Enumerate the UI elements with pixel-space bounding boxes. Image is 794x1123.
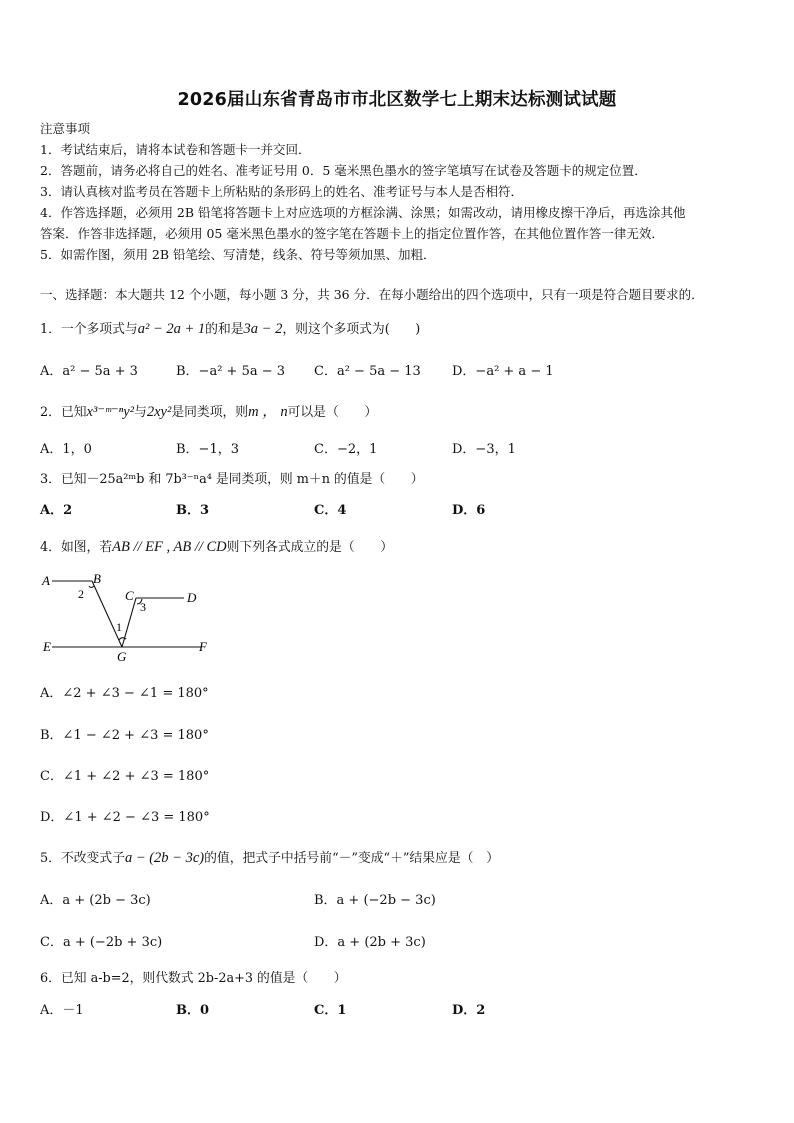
q1-expr2: 3a − 2 bbox=[243, 321, 283, 337]
question-1 bbox=[40, 318, 420, 338]
line-bg bbox=[92, 581, 122, 647]
q4-option-a: A．∠2 + ∠3 − ∠1 = 180° bbox=[40, 686, 209, 701]
q1-pre: 1．一个多项式与 bbox=[40, 322, 138, 337]
notice-item: 3．请认真核对监考员在答题卡上所粘贴的条形码上的姓名、准考证号与本人是否相符． bbox=[40, 184, 523, 199]
q5-pre: 5．不改变式子 bbox=[40, 851, 125, 866]
q2-mid: 与 bbox=[134, 405, 147, 420]
q2-option-b: B．−1，3 bbox=[176, 442, 239, 457]
q2-option-a: A．1，0 bbox=[40, 442, 92, 457]
label-d: D bbox=[187, 590, 197, 605]
q1-post: ，则这个多项式为( ) bbox=[282, 322, 421, 337]
question-3: 3．已知－25a²ᵐb 和 7b³⁻ⁿa⁴ 是同类项，则 m＋n 的值是（ ） bbox=[40, 472, 424, 487]
q3-option-c: C．4 bbox=[314, 503, 347, 518]
notice-heading: 注意事项 bbox=[40, 121, 91, 136]
q1-option-a: A．a² − 5a + 3 bbox=[40, 364, 138, 379]
angle-1-arc bbox=[119, 638, 126, 640]
q6-option-c: C．1 bbox=[314, 1003, 347, 1018]
q1-option-b: B．−a² + 5a − 3 bbox=[176, 364, 286, 379]
line-cg bbox=[122, 598, 136, 647]
label-a: A bbox=[42, 573, 50, 588]
q5-expr: a − (2b − 3c) bbox=[124, 850, 205, 866]
q2-expr2: 2xy² bbox=[146, 404, 172, 420]
q1-option-d: D．−a² + a − 1 bbox=[452, 364, 554, 379]
angle-1-label: 1 bbox=[116, 620, 122, 634]
q5-post: 的值，把式子中括号前“－”变成“＋”结果应是（ ） bbox=[204, 851, 500, 866]
q4-option-c: C．∠1 + ∠2 + ∠3 = 180° bbox=[40, 769, 210, 784]
q3-option-d: D．6 bbox=[452, 503, 486, 518]
notice-item: 5．如需作图，须用 2B 铅笔绘、写清楚，线条、符号等须加黑、加粗． bbox=[40, 247, 436, 262]
page-title: 2026届山东省青岛市市北区数学七上期末达标测试试题 bbox=[177, 90, 617, 110]
q1-expr1: a² − 2a + 1 bbox=[137, 321, 206, 337]
angle-3-label: 3 bbox=[140, 600, 146, 614]
q5-option-c: C．a + (−2b + 3c) bbox=[40, 935, 163, 950]
q2-vars: m ， n bbox=[248, 404, 288, 420]
parallel-lines-figure bbox=[36, 568, 226, 668]
q6-option-d: D．2 bbox=[452, 1003, 486, 1018]
q4-expr: AB // EF , AB // CD bbox=[112, 539, 227, 555]
q4-option-d: D．∠1 + ∠2 − ∠3 = 180° bbox=[40, 810, 210, 825]
q6-option-b: B．0 bbox=[176, 1003, 210, 1018]
question-6: 6．已知 a-b=2，则代数式 2b-2a+3 的值是（ ） bbox=[40, 971, 347, 986]
question-4 bbox=[40, 536, 393, 556]
q6-option-a: A．－1 bbox=[40, 1003, 84, 1018]
q5-option-d: D．a + (2b + 3c) bbox=[314, 935, 426, 950]
q3-option-b: B．3 bbox=[176, 503, 210, 518]
q5-option-b: B．a + (−2b − 3c) bbox=[314, 893, 436, 908]
q5-option-a: A．a + (2b − 3c) bbox=[40, 893, 151, 908]
notice-item: 1．考试结束后，请将本试卷和答题卡一并交回． bbox=[40, 142, 311, 157]
question-2 bbox=[40, 400, 377, 421]
label-b: B bbox=[93, 571, 101, 586]
q3-option-a: A．2 bbox=[40, 503, 73, 518]
question-5 bbox=[40, 847, 499, 867]
notice-item: 2．答题前，请务必将自己的姓名、准考证号用 0．5 毫米黑色墨水的签字笔填写在试卷及答题卡的规定位置． bbox=[40, 163, 647, 178]
angle-2-arc bbox=[89, 586, 94, 588]
q1-option-c: C．a² − 5a − 13 bbox=[314, 364, 421, 379]
q2-option-c: C．−2，1 bbox=[314, 442, 378, 457]
q1-mid: 的和是 bbox=[205, 322, 244, 337]
angle-2-label: 2 bbox=[78, 587, 84, 601]
q2-tail: 可以是（ ） bbox=[287, 405, 378, 420]
label-c: C bbox=[125, 588, 134, 603]
q4-pre: 4．如图，若 bbox=[40, 540, 113, 555]
notice-item: 答案．作答非选择题，必须用 05 毫米黑色墨水的签字笔在答题卡上的指定位置作答，在其他位置作答一律无效． bbox=[40, 226, 664, 241]
q2-post: 是同类项，则 bbox=[171, 405, 249, 420]
label-e: E bbox=[43, 639, 51, 654]
label-g: G bbox=[117, 649, 127, 664]
q4-post: 则下列各式成立的是（ ） bbox=[226, 540, 394, 555]
q2-option-d: D．−3，1 bbox=[452, 442, 516, 457]
q2-pre: 2．已知 bbox=[40, 405, 87, 420]
q4-option-b: B．∠1 − ∠2 + ∠3 = 180° bbox=[40, 728, 209, 743]
section-heading: 一、选择题：本大题共 12 个小题，每小题 3 分，共 36 分．在每小题给出的四个选项中，只有一项是符合题目要求的． bbox=[40, 287, 704, 302]
notice-item: 4．作答选择题，必须用 2B 铅笔将答题卡上对应选项的方框涂满、涂黑；如需改动，请用橡皮擦干净后，再选涂其他 bbox=[40, 205, 686, 220]
label-f: F bbox=[199, 639, 207, 654]
q2-expr1: x³⁻ᵐ⁻ⁿy² bbox=[86, 404, 135, 420]
